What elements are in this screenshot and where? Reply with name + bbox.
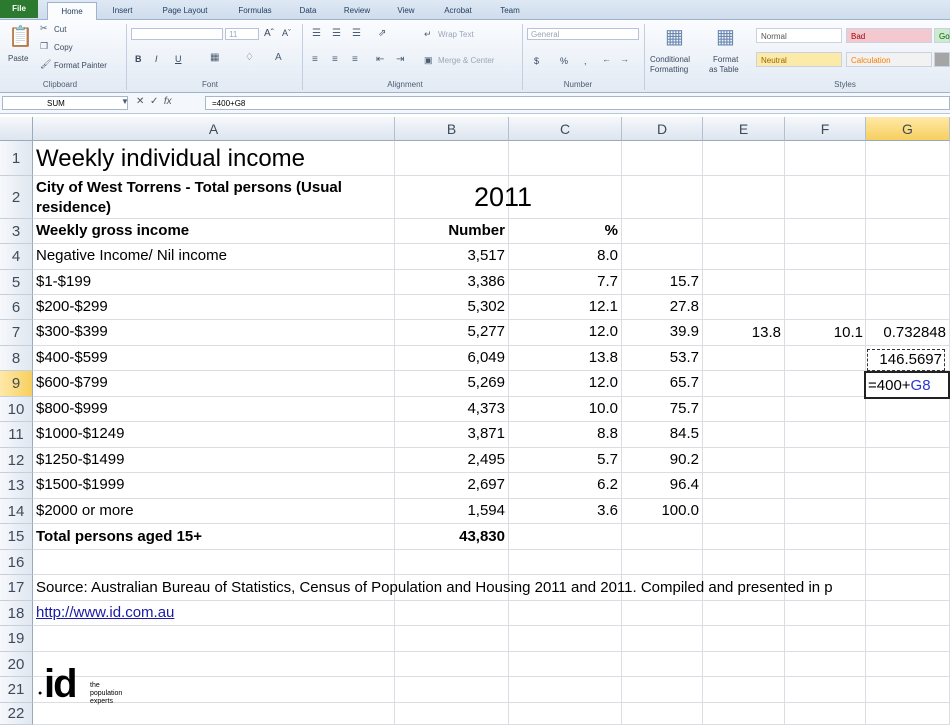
row-header-11[interactable]: 11 (0, 422, 33, 448)
increase-decimal-icon[interactable]: ← (602, 54, 611, 64)
group-separator (522, 24, 523, 90)
grid-cell[interactable] (622, 176, 703, 219)
grid-cell[interactable] (703, 346, 785, 371)
cumulative-percent-cell[interactable]: 15.7 (669, 273, 699, 290)
select-all-corner[interactable] (0, 117, 33, 141)
number-cell[interactable]: 5,302 (467, 298, 505, 315)
income-band-cell[interactable]: $2000 or more (36, 502, 134, 519)
column-header-a[interactable]: A (33, 117, 395, 141)
underline-button[interactable]: U (175, 54, 182, 64)
grid-cell[interactable] (866, 244, 950, 270)
paste-button[interactable]: Paste (8, 54, 29, 63)
grid-cell[interactable] (622, 244, 703, 270)
styles-group-label: Styles (834, 80, 856, 89)
grid-cell[interactable] (622, 601, 703, 626)
ribbon-tab-bar (0, 0, 950, 20)
grid-cell[interactable] (785, 244, 866, 270)
grid-cell[interactable] (509, 524, 622, 550)
grid-cell[interactable] (703, 473, 785, 499)
font-name-combo[interactable] (131, 28, 223, 40)
percent-cell[interactable]: 8.0 (597, 247, 618, 264)
formula-bar (0, 93, 950, 114)
grid-cell[interactable] (866, 176, 950, 219)
decrease-decimal-icon[interactable]: → (620, 54, 629, 64)
grid-cell[interactable] (866, 575, 950, 601)
font-size-combo[interactable]: 11 (225, 28, 259, 40)
cumulative-percent-cell[interactable]: 75.7 (669, 400, 699, 417)
cut-button[interactable]: Cut (54, 25, 67, 34)
style-bad[interactable]: Bad (846, 28, 932, 43)
number-cell[interactable]: 5,277 (467, 323, 505, 340)
row-header-5[interactable]: 5 (0, 270, 33, 295)
income-band-cell[interactable]: $1-$199 (36, 273, 92, 290)
conditional-formatting-button[interactable]: Conditional (650, 55, 691, 64)
percent-cell[interactable]: 12.0 (588, 374, 618, 391)
header-pct[interactable]: % (604, 222, 618, 239)
align-top-icon[interactable]: ☰ (312, 28, 321, 39)
percent-cell[interactable]: 12.1 (588, 298, 618, 315)
grid-cell[interactable] (509, 626, 622, 652)
row-header-6[interactable]: 6 (0, 295, 33, 320)
grid-cell[interactable] (866, 473, 950, 499)
wrap-text-button[interactable]: Wrap Text (438, 30, 474, 39)
row-header-7[interactable]: 7 (0, 320, 33, 346)
income-band-cell[interactable]: $400-$599 (36, 349, 108, 366)
grid-cell[interactable] (866, 499, 950, 524)
tab-team[interactable]: Team (500, 6, 520, 15)
grid-cell[interactable] (703, 524, 785, 550)
grid-cell[interactable] (785, 270, 866, 295)
cell-g8[interactable]: 146.5697 (867, 349, 945, 371)
cumulative-percent-cell[interactable]: 100.0 (661, 502, 699, 519)
orientation-icon[interactable]: ⇗ (378, 28, 387, 39)
tab-home[interactable]: Home (47, 2, 97, 20)
copy-button[interactable]: Copy (54, 43, 73, 52)
font-group-label: Font (201, 80, 218, 89)
header-number[interactable]: Number (448, 222, 505, 239)
grid-cell[interactable] (622, 626, 703, 652)
grid-cell[interactable] (866, 524, 950, 550)
tab-data[interactable]: Data (299, 6, 317, 15)
row-header-1[interactable]: 1 (0, 141, 33, 176)
grid-cell[interactable] (622, 677, 703, 703)
grid-cell[interactable] (622, 141, 703, 176)
alignment-group-label: Alignment (387, 80, 423, 89)
row-header-2[interactable]: 2 (0, 176, 33, 219)
number-cell[interactable]: 3,871 (467, 425, 505, 442)
cumulative-percent-cell[interactable]: 53.7 (669, 349, 699, 366)
comma-button[interactable]: , (584, 56, 587, 66)
grid-cell[interactable] (622, 550, 703, 575)
clipboard-group-label: Clipboard (42, 80, 78, 89)
row-header-8[interactable]: 8 (0, 346, 33, 371)
cumulative-percent-cell[interactable]: 96.4 (669, 476, 699, 493)
sheet-title[interactable]: Weekly individual income (36, 145, 306, 172)
income-band-cell[interactable]: $1500-$1999 (36, 476, 125, 493)
grid-cell[interactable] (785, 141, 866, 176)
cell-f7[interactable]: 10.1 (833, 324, 863, 341)
align-right-icon[interactable]: ≡ (352, 54, 358, 65)
row-header-17[interactable]: 17 (0, 575, 33, 601)
grid-cell[interactable] (33, 550, 395, 575)
grid-cell[interactable] (33, 703, 395, 725)
tab-formulas[interactable]: Formulas (238, 6, 272, 15)
grid-cell[interactable] (785, 371, 866, 397)
grid-cell[interactable] (703, 270, 785, 295)
grid-cell[interactable] (509, 703, 622, 725)
number-cell[interactable]: 5,269 (467, 374, 505, 391)
grid-cell[interactable] (785, 448, 866, 473)
grid-cell[interactable] (703, 244, 785, 270)
number-group-label: Number (563, 80, 593, 89)
grid-cell[interactable] (785, 499, 866, 524)
merge-center-icon: ▣ (424, 55, 433, 65)
grid-cell[interactable] (785, 346, 866, 371)
decrease-indent-icon[interactable]: ⇤ (376, 54, 385, 65)
grid-cell[interactable] (33, 652, 395, 677)
style-good[interactable]: Go (934, 28, 950, 43)
row-header-22[interactable]: 22 (0, 703, 33, 725)
number-cell[interactable]: 3,517 (467, 247, 505, 264)
percent-cell[interactable]: 7.7 (597, 273, 618, 290)
income-band-cell[interactable]: Negative Income/ Nil income (36, 247, 227, 264)
grid-cell[interactable] (703, 626, 785, 652)
source-link[interactable]: http://www.id.com.au (36, 604, 175, 621)
cumulative-percent-cell[interactable]: 39.9 (669, 323, 699, 340)
grid-cell[interactable] (622, 524, 703, 550)
grid-cell[interactable] (785, 626, 866, 652)
style-normal[interactable]: Normal (756, 28, 842, 43)
grid-cell[interactable] (703, 448, 785, 473)
number-format-combo[interactable]: General (527, 28, 639, 40)
conditional-formatting-icon: ▦ (665, 26, 684, 48)
row-header-20[interactable]: 20 (0, 652, 33, 677)
income-band-cell[interactable]: $300-$399 (36, 323, 108, 340)
grid-cell[interactable] (703, 499, 785, 524)
income-band-cell[interactable]: $800-$999 (36, 400, 108, 417)
grid-cell[interactable] (395, 703, 509, 725)
enter-icon[interactable]: ✓ (149, 96, 159, 107)
formula-input[interactable]: =400+G8 (205, 96, 950, 110)
percent-cell[interactable]: 3.6 (597, 502, 618, 519)
grid-cell[interactable] (866, 295, 950, 320)
grid-cell[interactable] (703, 550, 785, 575)
name-box-dropdown-icon[interactable]: ▼ (121, 97, 129, 106)
row-header-10[interactable]: 10 (0, 397, 33, 422)
currency-button[interactable]: $ (534, 56, 540, 66)
number-cell[interactable]: 3,386 (467, 273, 505, 290)
tab-file[interactable]: File (0, 0, 38, 18)
grid-cell[interactable] (703, 677, 785, 703)
grid-cell[interactable] (703, 652, 785, 677)
ribbon (0, 20, 950, 93)
grid-cell[interactable] (703, 219, 785, 244)
grid-cell[interactable] (703, 397, 785, 422)
row-header-16[interactable]: 16 (0, 550, 33, 575)
cancel-icon[interactable]: ✕ (136, 96, 145, 107)
grid-cell[interactable] (785, 473, 866, 499)
tab-insert[interactable]: Insert (112, 6, 133, 15)
row-header-4[interactable]: 4 (0, 244, 33, 270)
grid-cell[interactable] (703, 176, 785, 219)
grid-cell[interactable] (866, 448, 950, 473)
align-bottom-icon[interactable]: ☰ (352, 28, 361, 39)
fill-color-icon[interactable]: ♢ (245, 52, 254, 63)
column-header-e[interactable]: E (703, 117, 785, 141)
cell-g7[interactable]: 0.732848 (883, 324, 946, 341)
cumulative-percent-cell[interactable]: 65.7 (669, 374, 699, 391)
logo-dot: ● (38, 690, 43, 697)
wrap-text-icon: ↵ (424, 29, 432, 39)
tab-page-layout[interactable]: Page Layout (162, 6, 208, 15)
income-band-cell[interactable]: $200-$299 (36, 298, 108, 315)
format-painter-icon: 🖌 (40, 59, 52, 69)
grid-cell[interactable] (33, 626, 395, 652)
grid-cell[interactable] (703, 703, 785, 725)
header-income[interactable]: Weekly gross income (36, 222, 190, 239)
cell-g9-editor[interactable] (864, 371, 950, 399)
logo-mark: id (44, 662, 76, 706)
grid-cell[interactable] (866, 703, 950, 725)
style-check-cell[interactable] (934, 52, 950, 67)
grid-cell[interactable] (509, 677, 622, 703)
grow-font-icon[interactable]: Aˆ (264, 28, 274, 39)
style-calculation[interactable]: Calculation (846, 52, 932, 67)
column-header-b[interactable]: B (395, 117, 509, 141)
borders-icon[interactable]: ▦ (210, 52, 220, 63)
tab-review[interactable]: Review (343, 6, 371, 15)
format-as-table-button[interactable]: Format (713, 55, 739, 64)
cell-e7[interactable]: 13.8 (751, 324, 781, 341)
grid-cell[interactable] (785, 295, 866, 320)
tab-acrobat[interactable]: Acrobat (444, 6, 472, 15)
grid-cell[interactable] (866, 652, 950, 677)
number-cell[interactable]: 4,373 (467, 400, 505, 417)
percent-button[interactable]: % (560, 56, 569, 66)
grid-cell[interactable] (866, 219, 950, 244)
align-left-icon[interactable]: ≡ (312, 54, 318, 65)
year-label[interactable]: 2011 (474, 182, 533, 212)
grid-cell[interactable] (622, 703, 703, 725)
grid-cell[interactable] (866, 626, 950, 652)
column-header-g[interactable]: G (866, 117, 950, 141)
grid-cell[interactable] (395, 677, 509, 703)
font-color-icon[interactable]: A (275, 52, 282, 63)
total-label[interactable]: Total persons aged 15+ (36, 528, 203, 545)
row-header-9[interactable]: 9 (0, 371, 33, 397)
percent-cell[interactable]: 5.7 (597, 451, 618, 468)
column-header-c[interactable]: C (509, 117, 622, 141)
align-center-icon[interactable]: ≡ (332, 54, 338, 65)
percent-cell[interactable]: 8.8 (597, 425, 618, 442)
grid-cell[interactable] (33, 677, 395, 703)
row-header-13[interactable]: 13 (0, 473, 33, 499)
grid-cell[interactable] (509, 601, 622, 626)
increase-indent-icon[interactable]: ⇥ (396, 54, 405, 65)
cumulative-percent-cell[interactable]: 90.2 (669, 451, 699, 468)
grid-cell[interactable] (703, 295, 785, 320)
grid-cell[interactable] (866, 550, 950, 575)
grid-cell[interactable] (785, 422, 866, 448)
bold-button[interactable]: B (135, 54, 142, 64)
number-cell[interactable]: 1,594 (467, 502, 505, 519)
align-middle-icon[interactable]: ☰ (332, 28, 341, 39)
row-header-19[interactable]: 19 (0, 626, 33, 652)
grid-cell[interactable] (785, 524, 866, 550)
formula-buttons (136, 96, 172, 107)
row-header-3[interactable]: 3 (0, 219, 33, 244)
insert-function-icon[interactable]: fx (163, 96, 172, 107)
grid-cell[interactable] (866, 422, 950, 448)
percent-cell[interactable]: 12.0 (588, 323, 618, 340)
cumulative-percent-cell[interactable]: 27.8 (669, 298, 699, 315)
row-header-21[interactable]: 21 (0, 677, 33, 703)
grid-cell[interactable] (866, 397, 950, 422)
cut-icon: ✂ (40, 23, 48, 33)
grid-cell[interactable] (395, 601, 509, 626)
cumulative-percent-cell[interactable]: 84.5 (669, 425, 699, 442)
number-cell[interactable]: 2,697 (467, 476, 505, 493)
copy-icon: ❐ (40, 41, 49, 51)
group-separator (644, 24, 645, 90)
grid-cell[interactable] (866, 601, 950, 626)
income-band-cell[interactable]: $1250-$1499 (36, 451, 125, 468)
percent-cell[interactable]: 10.0 (588, 400, 618, 417)
grid-cell[interactable] (785, 550, 866, 575)
grid-cell[interactable] (785, 219, 866, 244)
grid-cell[interactable] (509, 652, 622, 677)
logo-tagline: the population experts (90, 682, 123, 705)
column-header-d[interactable]: D (622, 117, 703, 141)
grid-cell[interactable] (785, 652, 866, 677)
paste-icon[interactable]: 📋 (8, 26, 33, 48)
format-as-table-button-line2[interactable]: as Table (709, 65, 739, 74)
row-header-18[interactable]: 18 (0, 601, 33, 626)
conditional-formatting-button-line2[interactable]: Formatting (650, 65, 689, 74)
tab-view[interactable]: View (397, 6, 415, 15)
grid-cell[interactable] (395, 652, 509, 677)
formula-reference: G8 (910, 376, 931, 394)
formula-text: =400+ (868, 376, 911, 394)
grid-cell[interactable] (509, 550, 622, 575)
grid-cell[interactable] (785, 397, 866, 422)
style-neutral[interactable]: Neutral (756, 52, 842, 67)
income-band-cell[interactable]: $600-$799 (36, 374, 108, 391)
grid-cell[interactable] (785, 601, 866, 626)
grid-cell[interactable] (395, 626, 509, 652)
grid-cell[interactable] (509, 141, 622, 176)
grid-cell[interactable] (785, 176, 866, 219)
group-separator (302, 24, 303, 90)
format-as-table-icon: ▦ (716, 26, 735, 48)
total-number[interactable]: 43,830 (459, 528, 505, 545)
percent-cell[interactable]: 13.8 (588, 349, 618, 366)
grid-cell[interactable] (622, 219, 703, 244)
merge-center-button[interactable]: Merge & Center (438, 56, 495, 65)
format-painter-button[interactable]: Format Painter (54, 61, 107, 70)
grid-cell[interactable] (395, 141, 509, 176)
grid-cell[interactable] (866, 270, 950, 295)
grid-cell[interactable] (785, 677, 866, 703)
grid-cell[interactable] (866, 141, 950, 176)
row-header-15[interactable]: 15 (0, 524, 33, 550)
grid-cell[interactable] (785, 703, 866, 725)
row-header-12[interactable]: 12 (0, 448, 33, 473)
income-band-cell[interactable]: $1000-$1249 (36, 425, 125, 442)
italic-button[interactable]: I (155, 54, 158, 64)
group-separator (126, 24, 127, 90)
grid-cell[interactable] (622, 652, 703, 677)
number-cell[interactable]: 2,495 (467, 451, 505, 468)
grid-cell[interactable] (395, 550, 509, 575)
grid-cell[interactable] (703, 422, 785, 448)
number-cell[interactable]: 6,049 (467, 349, 505, 366)
column-header-f[interactable]: F (785, 117, 866, 141)
shrink-font-icon[interactable]: Aˇ (282, 28, 291, 38)
grid-cell[interactable] (703, 601, 785, 626)
source-note[interactable]: Source: Australian Bureau of Statistics, Census of Population and Housing 2011 and 2011. Compiled and presented in p (36, 579, 833, 596)
percent-cell[interactable]: 6.2 (597, 476, 618, 493)
grid-cell[interactable] (703, 371, 785, 397)
name-box[interactable]: SUM (2, 96, 128, 110)
grid-cell[interactable] (703, 141, 785, 176)
row-header-14[interactable]: 14 (0, 499, 33, 524)
sheet-subtitle[interactable]: City of West Torrens - Total persons (Usual residence) (36, 179, 342, 216)
grid-cell[interactable] (866, 677, 950, 703)
